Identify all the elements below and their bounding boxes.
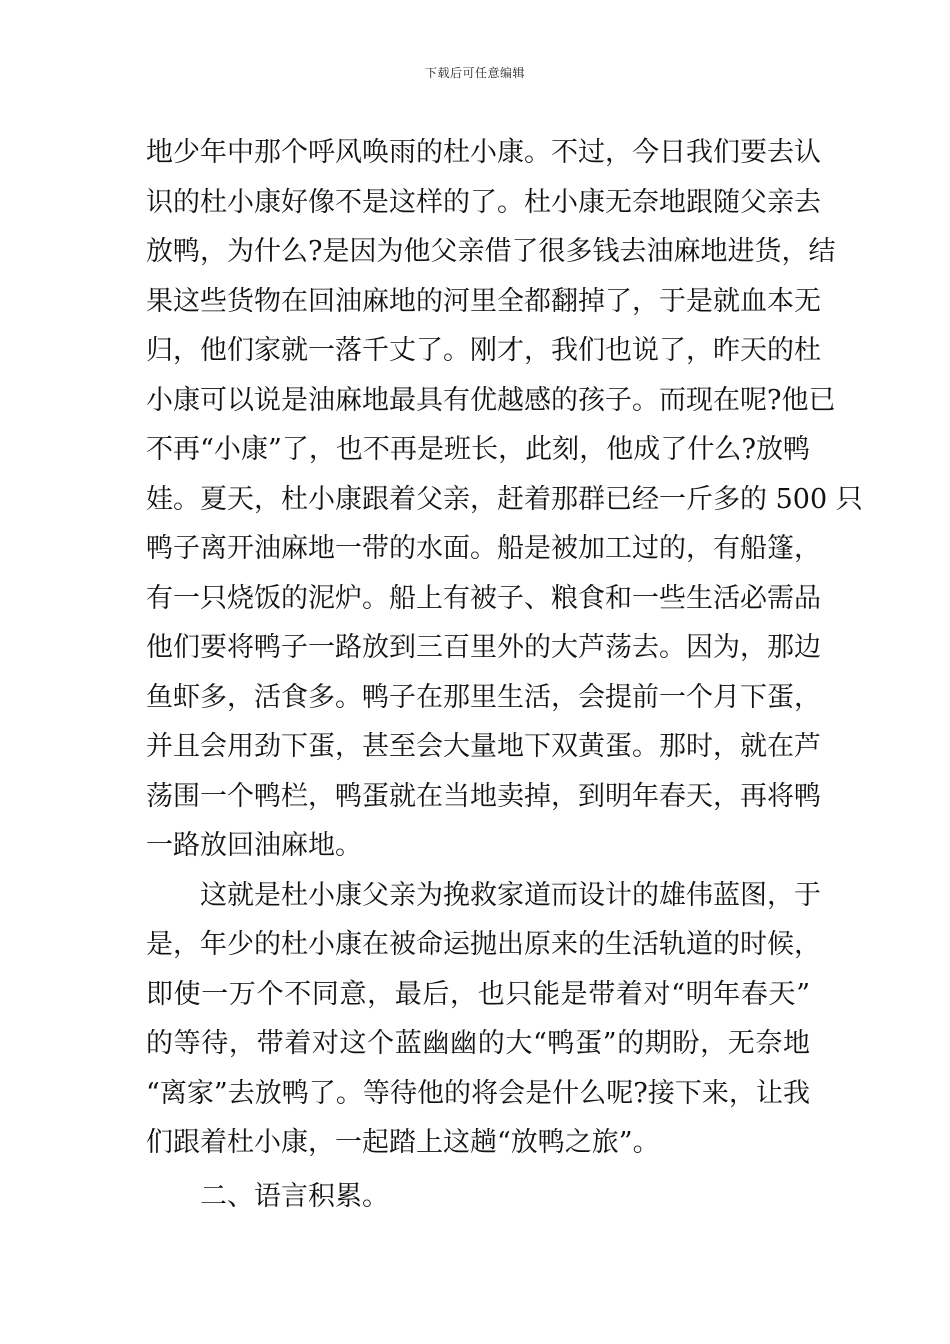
text-line: 有一只烧饭的泥炉。船上有被子、粮食和一些生活必需品 [146, 582, 821, 614]
text-line: 是，年少的杜小康在被命运抛出原来的生活轨道的时候， [146, 929, 821, 960]
page-header: 下载后可任意编辑 [424, 66, 525, 80]
text-line: 荡围一个鸭栏，鸭蛋就在当地卖掉，到明年春天，再将鸭 [146, 780, 821, 812]
text-line: 鱼虾多，活食多。鸭子在那里生活，会提前一个月下蛋， [146, 681, 821, 713]
text-line: 并且会用劲下蛋，甚至会大量地下双黄蛋。那时，就在芦 [146, 731, 821, 762]
paragraph-1 [146, 128, 863, 871]
text-line: 们跟着杜小康，一起踏上这趟“放鸭之旅”。 [146, 1127, 660, 1158]
text-line: 小康可以说是油麻地最具有优越感的孩子。而现在呢?他已 [146, 384, 836, 416]
text-line: 不再“小康”了，也不再是班长，此刻，他成了什么?放鸭 [146, 434, 810, 465]
text-line: 娃。夏天，杜小康跟着父亲，赶着那群已经一斤多的 500 只 [146, 483, 863, 515]
text-line: 地少年中那个呼风唤雨的杜小康。不过，今日我们要去认 [146, 137, 821, 168]
text-line: 归，他们家就一落千丈了。刚才，我们也说了，昨天的杜 [146, 335, 821, 366]
text-line: 的等待，带着对这个蓝幽幽的大“鸭蛋”的期盼，无奈地 [146, 1028, 810, 1059]
text-line: 识的杜小康好像不是这样的了。杜小康无奈地跟随父亲去 [146, 186, 821, 218]
text-line: 放鸭，为什么?是因为他父亲借了很多钱去油麻地进货，结 [146, 236, 836, 267]
text-line: 果这些货物在回油麻地的河里全都翻掉了，于是就血本无 [146, 285, 821, 317]
text-line: 这就是杜小康父亲为挽救家道而设计的雄伟蓝图，于 [200, 879, 821, 911]
text-line: “离家”去放鸭了。等待他的将会是什么呢?接下来，让我 [146, 1077, 810, 1109]
text-line: 一路放回油麻地。 [146, 830, 362, 861]
text-line: 即使一万个不同意，最后，也只能是带着对“明年春天” [146, 978, 810, 1010]
document-body [146, 128, 863, 1221]
text-line: 鸭子离开油麻地一带的水面。船是被加工过的，有船篷， [146, 533, 821, 564]
paragraph-2 [146, 871, 821, 1168]
section-heading: 二、语言积累。 [200, 1180, 389, 1212]
text-line: 他们要将鸭子一路放到三百里外的大芦荡去。因为，那边 [146, 632, 821, 663]
